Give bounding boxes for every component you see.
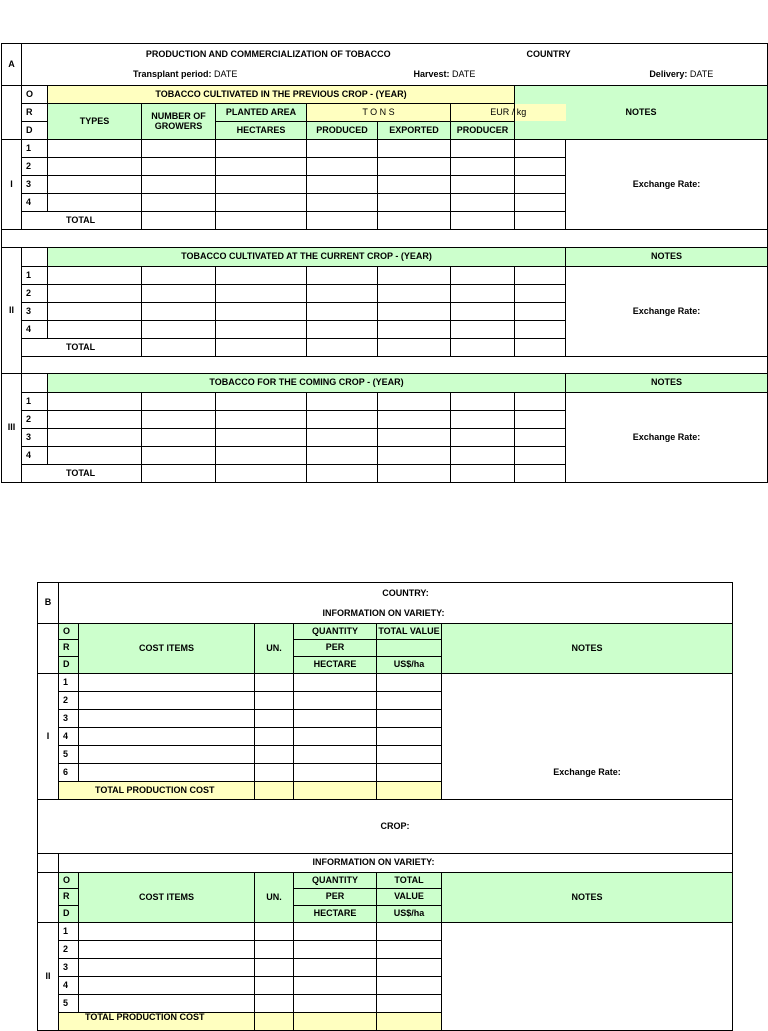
b-exchange-rate-i: Exchange Rate: — [442, 674, 733, 800]
exchange-rate-iii: Exchange Rate: — [566, 393, 768, 483]
qty-header-1: QUANTITY — [294, 624, 377, 640]
cell[interactable] — [255, 710, 294, 728]
cell[interactable] — [216, 321, 307, 339]
cell[interactable] — [451, 393, 515, 411]
cell[interactable] — [378, 411, 451, 429]
cell[interactable] — [377, 1013, 442, 1031]
cell[interactable] — [377, 995, 442, 1013]
exchange-rate-ii: Exchange Rate: — [566, 267, 768, 357]
row-number: 3 — [22, 176, 48, 194]
b-roman-i: I — [38, 674, 59, 800]
cell[interactable] — [377, 977, 442, 995]
cell[interactable] — [378, 158, 451, 176]
cell[interactable] — [79, 764, 255, 782]
cell[interactable] — [294, 782, 377, 800]
cell[interactable] — [255, 959, 294, 977]
cell[interactable] — [451, 158, 515, 176]
b-ord-o: O — [59, 624, 79, 640]
cell[interactable] — [48, 194, 142, 212]
row-number: 3 — [59, 710, 79, 728]
row-number: 4 — [59, 977, 79, 995]
cell[interactable] — [307, 176, 378, 194]
cell[interactable] — [515, 158, 566, 176]
cell[interactable] — [294, 959, 377, 977]
cell[interactable] — [79, 746, 255, 764]
row-number: 4 — [22, 447, 48, 465]
tons-header: T O N S — [307, 104, 451, 122]
cell[interactable] — [142, 465, 216, 483]
cell[interactable] — [216, 176, 307, 194]
cell[interactable] — [294, 728, 377, 746]
cell[interactable] — [294, 674, 377, 692]
b-notes-header-i: NOTES — [442, 624, 733, 674]
cell[interactable] — [216, 212, 307, 230]
row-number: 2 — [59, 692, 79, 710]
cell[interactable] — [142, 411, 216, 429]
cell[interactable] — [451, 321, 515, 339]
cell[interactable] — [307, 194, 378, 212]
notes-header-i: NOTES — [515, 86, 768, 140]
cell[interactable] — [255, 782, 294, 800]
cell[interactable] — [255, 746, 294, 764]
cell[interactable] — [378, 267, 451, 285]
total-value-header-1: TOTAL VALUE — [377, 624, 442, 640]
cell[interactable] — [216, 339, 307, 357]
b-ord-d: D — [59, 657, 79, 674]
cell[interactable] — [515, 212, 566, 230]
roman-ii: II — [2, 248, 22, 374]
delivery — [566, 65, 768, 86]
cell[interactable] — [377, 692, 442, 710]
cell[interactable] — [515, 176, 566, 194]
cell[interactable] — [255, 977, 294, 995]
cell[interactable] — [515, 393, 566, 411]
harvest — [378, 65, 566, 86]
cell[interactable] — [294, 923, 377, 941]
cell[interactable] — [216, 267, 307, 285]
cell[interactable] — [216, 158, 307, 176]
cell[interactable] — [515, 267, 566, 285]
cell[interactable] — [255, 941, 294, 959]
qty-header-3: HECTARE — [294, 657, 377, 674]
section-b-table — [37, 582, 733, 1031]
cell[interactable] — [451, 267, 515, 285]
group-i-title: TOBACCO CULTIVATED IN THE PREVIOUS CROP - (YEAR) — [48, 86, 515, 104]
cell[interactable] — [79, 692, 255, 710]
b-ord-o: O — [59, 873, 79, 889]
cell[interactable] — [307, 339, 378, 357]
un-header: UN. — [255, 624, 294, 674]
row-number: 1 — [59, 674, 79, 692]
transplant-value: DATE — [214, 69, 238, 80]
row-number: 6 — [59, 764, 79, 782]
cell[interactable] — [48, 303, 142, 321]
cell[interactable] — [48, 447, 142, 465]
cell[interactable] — [378, 140, 451, 158]
cell[interactable] — [294, 941, 377, 959]
row-number: 3 — [59, 959, 79, 977]
cell[interactable] — [294, 746, 377, 764]
total-production-cost-label: TOTAL PRODUCTION COST — [59, 782, 255, 800]
cell[interactable] — [255, 728, 294, 746]
ord-r: R — [22, 104, 48, 122]
cell[interactable] — [515, 447, 566, 465]
section-a-title: PRODUCTION AND COMMERCIALIZATION OF TOBACCO — [22, 44, 515, 65]
row-number: 1 — [22, 393, 48, 411]
cell[interactable] — [307, 321, 378, 339]
row-number: 4 — [22, 194, 48, 212]
cell[interactable] — [378, 303, 451, 321]
cell[interactable] — [307, 303, 378, 321]
cell[interactable] — [79, 923, 255, 941]
cell[interactable] — [48, 285, 142, 303]
cell[interactable] — [307, 447, 378, 465]
cell[interactable] — [142, 447, 216, 465]
b-group-ii-spacer — [38, 854, 59, 873]
total-label: TOTAL — [22, 465, 142, 483]
cell[interactable] — [307, 285, 378, 303]
cell[interactable] — [48, 393, 142, 411]
cell[interactable] — [255, 692, 294, 710]
types-header: TYPES — [48, 104, 142, 140]
cell[interactable] — [307, 393, 378, 411]
cell[interactable] — [79, 710, 255, 728]
total-label: TOTAL — [22, 212, 142, 230]
cell[interactable] — [307, 158, 378, 176]
cell[interactable] — [79, 977, 255, 995]
producer-header: PRODUCER — [451, 122, 515, 140]
cell[interactable] — [377, 941, 442, 959]
transplant-label: Transplant period: — [133, 69, 212, 80]
cell[interactable] — [515, 465, 566, 483]
row-number: 3 — [22, 429, 48, 447]
cell[interactable] — [451, 465, 515, 483]
row-number: 5 — [59, 995, 79, 1013]
row-number: 3 — [22, 303, 48, 321]
cell[interactable] — [515, 339, 566, 357]
cell[interactable] — [451, 303, 515, 321]
cell[interactable] — [48, 158, 142, 176]
cell[interactable] — [79, 941, 255, 959]
cell[interactable] — [451, 194, 515, 212]
cell[interactable] — [79, 728, 255, 746]
cell[interactable] — [48, 176, 142, 194]
cell[interactable] — [142, 285, 216, 303]
cell[interactable] — [515, 321, 566, 339]
cell[interactable] — [48, 429, 142, 447]
section-a-table — [1, 43, 768, 483]
cell[interactable] — [307, 140, 378, 158]
cell[interactable] — [255, 764, 294, 782]
cell[interactable] — [377, 764, 442, 782]
cell[interactable] — [216, 447, 307, 465]
cell[interactable] — [216, 465, 307, 483]
group-ii-title: TOBACCO CULTIVATED AT THE CURRENT CROP - (YEAR) — [48, 248, 566, 267]
cell[interactable] — [307, 465, 378, 483]
cell[interactable] — [377, 923, 442, 941]
cost-items-header: COST ITEMS — [79, 873, 255, 923]
cell[interactable] — [48, 321, 142, 339]
cell[interactable] — [378, 465, 451, 483]
cell[interactable] — [515, 303, 566, 321]
cell[interactable] — [79, 995, 255, 1013]
cell[interactable] — [378, 393, 451, 411]
cell[interactable] — [48, 267, 142, 285]
ord-blank — [22, 248, 48, 267]
cell[interactable] — [378, 447, 451, 465]
cell[interactable] — [377, 746, 442, 764]
exported-header: EXPORTED — [378, 122, 451, 140]
cell[interactable] — [377, 710, 442, 728]
cell[interactable] — [255, 995, 294, 1013]
cell[interactable] — [378, 194, 451, 212]
planted-header: PLANTED AREA — [216, 104, 307, 122]
total-value-header-3: US$/ha — [377, 657, 442, 674]
cell[interactable] — [515, 429, 566, 447]
cell[interactable] — [216, 303, 307, 321]
growers-header: NUMBER OF GROWERS — [142, 104, 216, 140]
delivery-value: DATE — [689, 69, 714, 80]
qty-header-3: HECTARE — [294, 906, 377, 923]
cell[interactable] — [216, 429, 307, 447]
separator — [22, 357, 768, 374]
cell[interactable] — [142, 267, 216, 285]
cell[interactable] — [378, 176, 451, 194]
cell[interactable] — [142, 158, 216, 176]
b-notes-ii[interactable] — [442, 923, 733, 1031]
harvest-label: Harvest: — [413, 69, 450, 80]
cell[interactable] — [378, 339, 451, 357]
ord-d: D — [22, 122, 48, 140]
cell[interactable] — [255, 1013, 294, 1031]
cell[interactable] — [515, 411, 566, 429]
country-label: COUNTRY — [515, 44, 768, 65]
hectares-header: HECTARES — [216, 122, 307, 140]
cell[interactable] — [377, 959, 442, 977]
total-value-header-3: US$/ha — [377, 906, 442, 923]
cell[interactable] — [377, 728, 442, 746]
total-label: TOTAL — [22, 339, 142, 357]
cell[interactable] — [451, 212, 515, 230]
qty-header-2: PER — [294, 889, 377, 906]
section-a-letter: A — [2, 44, 22, 86]
cell[interactable] — [142, 194, 216, 212]
cell[interactable] — [307, 429, 378, 447]
row-number: 2 — [22, 411, 48, 429]
cell[interactable] — [515, 140, 566, 158]
cell[interactable] — [142, 140, 216, 158]
cell[interactable] — [377, 674, 442, 692]
delivery-label: Delivery: — [649, 69, 688, 80]
crop-label: CROP: — [38, 800, 733, 854]
row-number: 2 — [59, 941, 79, 959]
exchange-rate-i: Exchange Rate: — [566, 140, 768, 230]
cell[interactable] — [451, 411, 515, 429]
cell[interactable] — [451, 176, 515, 194]
cell[interactable] — [451, 140, 515, 158]
separator — [2, 230, 768, 248]
row-number: 4 — [22, 321, 48, 339]
b-roman-ii: II — [38, 923, 59, 1031]
cell[interactable] — [142, 176, 216, 194]
cell[interactable] — [79, 959, 255, 977]
roman-i: I — [2, 140, 22, 230]
cell[interactable] — [79, 674, 255, 692]
b-variety-label-ii: INFORMATION ON VARIETY: — [59, 854, 733, 873]
row-number: 1 — [22, 140, 48, 158]
cell[interactable] — [142, 339, 216, 357]
cell[interactable] — [294, 995, 377, 1013]
cell[interactable] — [451, 447, 515, 465]
group-iii-title: TOBACCO FOR THE COMING CROP - (YEAR) — [48, 374, 566, 393]
cell[interactable] — [377, 782, 442, 800]
cell[interactable] — [255, 674, 294, 692]
roman-iii: III — [2, 374, 22, 483]
b-ord-d: D — [59, 906, 79, 923]
b-ord-r: R — [59, 889, 79, 906]
cell[interactable] — [515, 285, 566, 303]
b-group-ii-spacer — [38, 873, 59, 923]
row-number: 1 — [59, 923, 79, 941]
total-value-header-2 — [377, 640, 442, 657]
cell[interactable] — [142, 393, 216, 411]
eur-header: EUR / kg — [451, 104, 566, 122]
row-number: 5 — [59, 746, 79, 764]
cell[interactable] — [378, 285, 451, 303]
cell[interactable] — [294, 977, 377, 995]
cell[interactable] — [216, 285, 307, 303]
cell[interactable] — [378, 321, 451, 339]
cell[interactable] — [451, 285, 515, 303]
b-variety-label-i: INFORMATION ON VARIETY: — [59, 604, 733, 624]
group-i-spacer — [2, 86, 22, 140]
produced-header: PRODUCED — [307, 122, 378, 140]
section-b-letter: B — [38, 583, 59, 624]
cell[interactable] — [515, 194, 566, 212]
b-notes-header-ii: NOTES — [442, 873, 733, 923]
cell[interactable] — [307, 212, 378, 230]
b-country-label: COUNTRY: — [59, 583, 733, 604]
cell[interactable] — [142, 429, 216, 447]
cell[interactable] — [451, 339, 515, 357]
cell[interactable] — [294, 692, 377, 710]
row-number: 2 — [22, 158, 48, 176]
cell[interactable] — [294, 710, 377, 728]
cell[interactable] — [307, 267, 378, 285]
cell[interactable] — [216, 411, 307, 429]
cell[interactable] — [255, 923, 294, 941]
cell[interactable] — [378, 212, 451, 230]
cell[interactable] — [142, 321, 216, 339]
transplant-period — [22, 65, 378, 86]
total-value-header-1: TOTAL — [377, 873, 442, 889]
cell[interactable] — [142, 212, 216, 230]
un-header: UN. — [255, 873, 294, 923]
b-group-i-spacer — [38, 624, 59, 674]
cell[interactable] — [216, 194, 307, 212]
notes-header-ii: NOTES — [566, 248, 768, 267]
row-number: 1 — [22, 267, 48, 285]
harvest-value: DATE — [452, 69, 476, 80]
cell[interactable] — [216, 393, 307, 411]
row-number: 4 — [59, 728, 79, 746]
ord-o: O — [22, 86, 48, 104]
cell[interactable] — [451, 429, 515, 447]
cost-items-header: COST ITEMS — [79, 624, 255, 674]
cell[interactable] — [48, 140, 142, 158]
notes-header-iii: NOTES — [566, 374, 768, 393]
cell[interactable] — [142, 303, 216, 321]
cell[interactable] — [307, 411, 378, 429]
cell[interactable] — [294, 1013, 377, 1031]
b-ord-r: R — [59, 640, 79, 657]
ord-blank — [22, 374, 48, 393]
cell[interactable] — [294, 764, 377, 782]
row-number: 2 — [22, 285, 48, 303]
qty-header-2: PER — [294, 640, 377, 657]
cell[interactable] — [48, 411, 142, 429]
total-value-header-2: VALUE — [377, 889, 442, 906]
qty-header-1: QUANTITY — [294, 873, 377, 889]
total-production-cost-label: TOTAL PRODUCTION COST — [59, 1013, 255, 1031]
cell[interactable] — [216, 140, 307, 158]
cell[interactable] — [378, 429, 451, 447]
